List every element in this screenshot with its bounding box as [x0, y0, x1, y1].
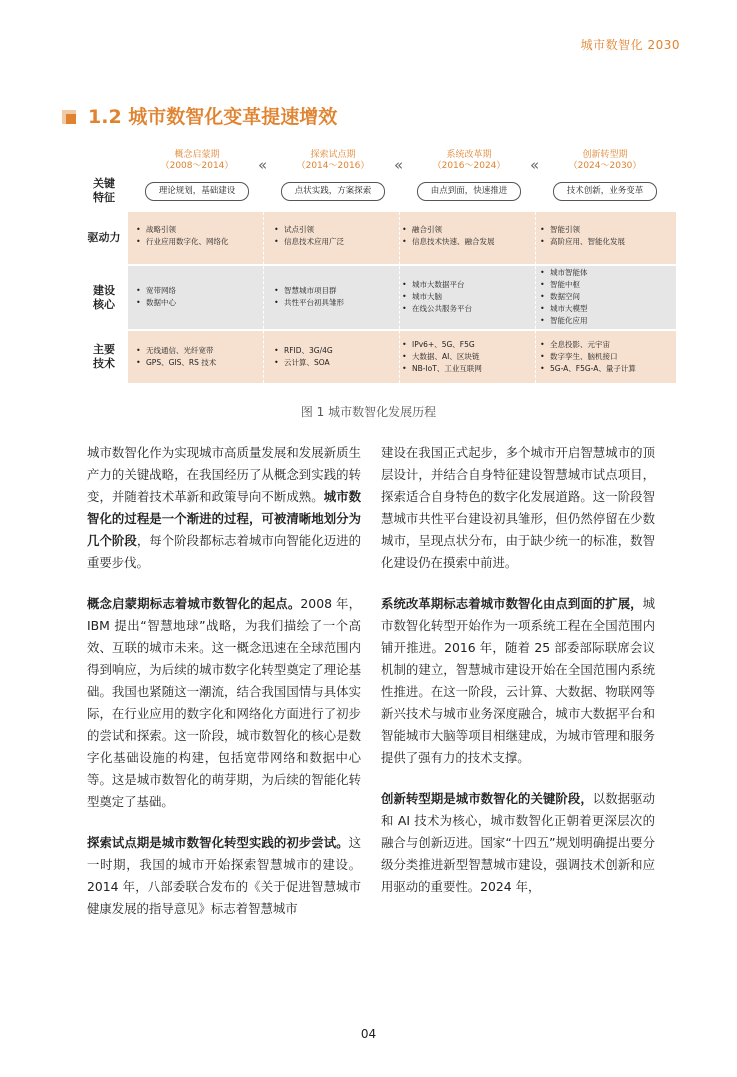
- column-separator: [263, 212, 264, 383]
- column-separator: [535, 212, 536, 383]
- phase-header: [268, 150, 398, 201]
- list-item: • 智慧城市项目群: [274, 285, 400, 297]
- paragraph: 建设在我国正式起步，多个城市开启智慧城市的顶层设计，并结合自身特征建设智慧城市试点项目，探索适合自身特色的数字化发展道路。这一阶段智慧城市共性平台建设初具雏形，但仍然停留在少数城市，呈现点状分布，由于缺少统一的标准，数智化建设仍在摸索中前进。: [381, 445, 655, 570]
- paragraph: 概念启蒙期标志着城市数智化的起点。2008 年，IBM 提出“智慧地球”战略，为我们描绘了一个高效、互联的城市未来。这一概念迅速在全球范围内得到响应，为后续的城市数字化转型奠定了理论基础。我国也紧随这一潮流，结合我国国情与具体实际，在行业应用的数字化和网络化方面进行了初步的尝试和探索。这一阶段，城市数智化的核心是数字化基础设施的构建，包括宽带网络和数据中心等。这是城市数智化的萌芽期，为后续的智能化转型奠定了基础。: [87, 596, 362, 809]
- list-item: • 行业应用数字化、网络化: [136, 236, 262, 248]
- phase-header: [404, 150, 534, 201]
- section-heading: [62, 102, 337, 129]
- phase-name: 创新转型期: [582, 150, 628, 160]
- phase-name: 探索试点期: [310, 150, 356, 160]
- list-item: • 城市大数据平台: [402, 279, 528, 291]
- list-item: • 信息技术快速、融合发展: [402, 236, 528, 248]
- tech-cell: [540, 339, 666, 375]
- core-cell: [402, 279, 528, 315]
- phase-feature-pill: 技术创新，业务变革: [553, 182, 657, 201]
- tech-cell: [274, 345, 400, 369]
- double-chevron-icon: «: [394, 156, 404, 174]
- body-column-left: [87, 442, 361, 939]
- tech-cell: [402, 339, 528, 375]
- paragraph: 城市数智化作为实现城市高质量发展和发展新质生产力的关键战略，在我国经历了从概念到实践的转变，并随着技术革新和政策导向不断成熟。城市数智化的过程是一个渐进的过程，可被清晰地划分为几个阶段，每个阶段都标志着城市向智能化迈进的重要步伐。: [87, 445, 362, 570]
- phase-feature-pill: 点状实践，方案探索: [281, 182, 385, 201]
- driver-cell: [402, 224, 528, 248]
- list-item: • 数字孪生、脑机接口: [540, 351, 666, 363]
- driver-cell: [540, 224, 666, 248]
- list-item: • 宽带网络: [136, 285, 262, 297]
- list-item: • NB-IoT、工业互联网: [402, 363, 528, 375]
- phase-feature-pill: 理论规划，基础建设: [145, 182, 249, 201]
- list-item: • 城市大模型: [540, 303, 666, 315]
- list-item: • RFID、3G/4G: [274, 345, 400, 357]
- list-item: • 全息投影、元宇宙: [540, 339, 666, 351]
- list-item: • 试点引领: [274, 224, 400, 236]
- core-cell: [136, 285, 262, 309]
- driver-cell: [274, 224, 400, 248]
- phase-years: （2016～2024）: [432, 161, 506, 171]
- paragraph: 探索试点期是城市数智化转型实践的初步尝试。这一时期，我国的城市开始探索智慧城市的建设。2014 年，八部委联合发布的《关于促进智慧城市健康发展的指导意见》标志着智慧城市: [87, 835, 361, 916]
- phase-header: [132, 150, 262, 201]
- list-item: • 共性平台初具雏形: [274, 297, 400, 309]
- list-item: • 城市智能体: [540, 267, 666, 279]
- paragraph: 系统改革期标志着城市数智化由点到面的扩展，城市数智化转型开始作为一项系统工程在全国范围内铺开推进。2016 年，随着 25 部委部际联席会议机制的建立，智慧城市建设开始在全国范围内系统性推进。在这一阶段，云计算、大数据、物联网等新兴技术与城市业务深度融合，城市大数据平台和智能城市大脑等项目相继建成，为城市管理和服务提供了强有力的技术支撑。: [381, 596, 655, 765]
- phase-header: [540, 150, 670, 201]
- double-chevron-icon: «: [530, 156, 540, 174]
- phase-years: （2024～2030）: [568, 161, 642, 171]
- list-item: • 城市大脑: [402, 291, 528, 303]
- phase-years: （2014～2016）: [296, 161, 370, 171]
- list-item: • 数据中心: [136, 297, 262, 309]
- list-item: • 在线公共服务平台: [402, 303, 528, 315]
- double-chevron-icon: «: [258, 156, 268, 174]
- running-header: 城市数智化 2030: [580, 38, 680, 52]
- row-label-driver: 驱动力: [87, 231, 121, 244]
- section-square-icon: [62, 107, 80, 125]
- core-cell: [274, 285, 400, 309]
- section-title: 1.2 城市数智化变革提速增效: [88, 106, 338, 128]
- core-cell: [540, 267, 666, 327]
- list-item: • 数据空间: [540, 291, 666, 303]
- phase-name: 概念启蒙期: [174, 150, 220, 160]
- row-label-features: 关键 特征: [93, 177, 115, 204]
- list-item: • 智能化应用: [540, 315, 666, 327]
- row-label-tech: 主要 技术: [93, 343, 115, 370]
- phase-feature-pill: 由点到面，快速推进: [417, 182, 521, 201]
- body-column-right: [381, 442, 655, 917]
- list-item: • 信息技术应用广泛: [274, 236, 400, 248]
- list-item: • 5G-A、F5G-A、量子计算: [540, 363, 666, 375]
- list-item: • 战略引领: [136, 224, 262, 236]
- list-item: • 融合引领: [402, 224, 528, 236]
- list-item: • 智能引领: [540, 224, 666, 236]
- figure-caption: 图 1 城市数智化发展历程: [300, 405, 437, 419]
- list-item: • 高阶应用、智能化发展: [540, 236, 666, 248]
- row-label-core: 建设 核心: [93, 283, 115, 311]
- list-item: • IPv6+、5G、F5G: [402, 339, 528, 351]
- list-item: • 无线通信、光纤宽带: [136, 345, 262, 357]
- paragraph: 创新转型期是城市数智化的关键阶段，以数据驱动和 AI 技术为核心，城市数智化正朝着更深层次的融合与创新迈进。国家“十四五”规划明确提出要分级分类推进新型智慧城市建设，强调技术创新和应用驱动的重要性。2024 年，: [381, 791, 656, 894]
- list-item: • 大数据、AI、区块链: [402, 351, 528, 363]
- phase-years: （2008～2014）: [160, 161, 234, 171]
- driver-cell: [136, 224, 262, 248]
- list-item: • 云计算、SOA: [274, 357, 400, 369]
- page-number: 04: [360, 1027, 377, 1041]
- development-timeline-figure: [80, 150, 650, 383]
- phase-name: 系统改革期: [446, 150, 492, 160]
- list-item: • GPS、GIS、RS 技术: [136, 357, 262, 369]
- list-item: • 智能中枢: [540, 279, 666, 291]
- tech-cell: [136, 345, 262, 369]
